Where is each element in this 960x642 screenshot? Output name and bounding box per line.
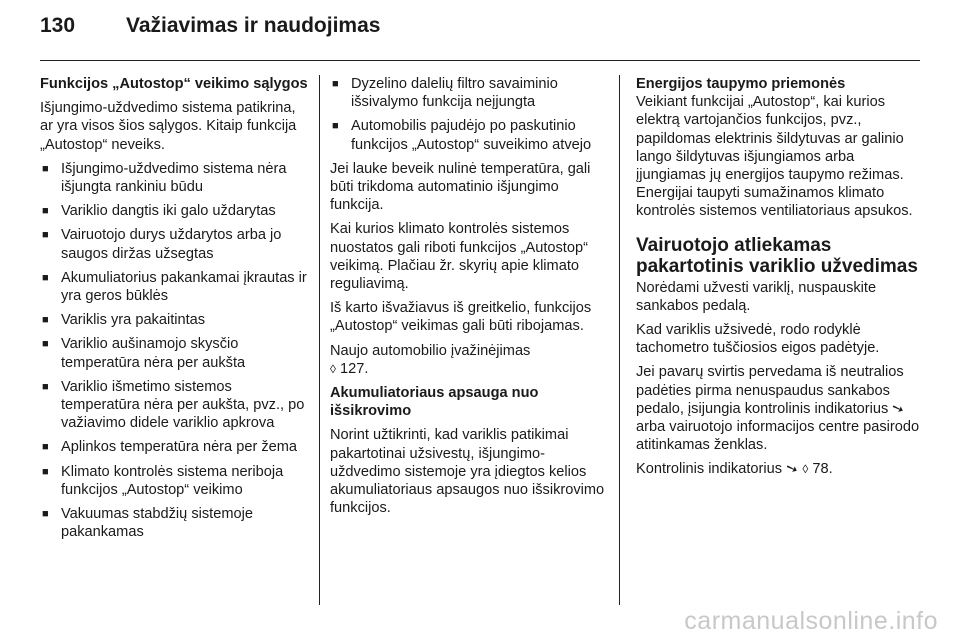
header-rule xyxy=(40,60,920,61)
paragraph-text: Jei pavarų svirtis pervedama iš neutralios padėties pirma nenuspaudus sankabos pedalo, įsijungia kontrolinis indikatorius xyxy=(636,364,904,417)
paragraph: Išjungimo-uždvedimo sistema patikrina, ar yra visos šios sąlygos. Kitaip funkcija „Autostop“ neveiks. xyxy=(40,100,297,153)
column-divider xyxy=(619,75,620,605)
page-ref-link[interactable]: 78. xyxy=(812,461,833,478)
clutch-indicator-icon: ➘ xyxy=(889,399,907,419)
condition-list xyxy=(330,75,605,154)
list-item: ■ Vakuumas stabdžių sistemoje pakankamas xyxy=(40,505,308,541)
list-item: ■ Variklio aušinamojo skysčio temperatūra nėra per aukšta xyxy=(40,335,308,371)
column-3 xyxy=(636,75,926,485)
reference-text: Kontrolinis indikatorius xyxy=(636,461,783,478)
list-item: ■ Dyzelino dalelių filtro savaiminio išsivalymo funkcija neįjungta xyxy=(330,75,605,111)
paragraph: Jei lauke beveik nulinė temperatūra, gali būti trikdoma automatinio išjungimo funkcija. xyxy=(330,160,591,214)
list-item: ■ Išjungimo-uždvedimo sistema nėra išjungta rankiniu būdu xyxy=(40,160,308,196)
list-item: ■ Aplinkos temperatūra nėra per žema xyxy=(40,438,308,456)
list-item: ■ Vairuotojo durys uždarytos arba jo saugos diržas užsegtas xyxy=(40,226,308,262)
column-1 xyxy=(40,75,308,547)
list-item: ■ Variklis yra pakaitintas xyxy=(40,311,308,329)
reference-text: Naujo automobilio įvažinėjimas xyxy=(330,342,531,359)
column-divider xyxy=(319,75,320,605)
page-title: Važiavimas ir naudojimas xyxy=(126,14,381,37)
clutch-indicator-icon: ➘ xyxy=(783,459,801,480)
page-header xyxy=(40,14,380,46)
section-title: Vairuotojo atliekamas pakartotinis variklio užvedimas xyxy=(636,234,918,277)
section-heading: Energijos taupymo priemonės xyxy=(636,76,846,92)
paragraph: Kai kurios klimato kontrolės sistemos nuostatos gali riboti funkcijos „Autostop“ veikimą. Plačiau žr. skyrių apie klimato reguliavimą. xyxy=(330,221,588,293)
paragraph: Iš karto išvažiavus iš greitkelio, funkcijos „Autostop“ veikimas gali būti ribojamas. xyxy=(330,300,592,335)
paragraph: Norėdami užvesti variklį, nuspauskite sankabos pedalą. xyxy=(636,279,877,314)
watermark: carmanualsonline.info xyxy=(684,607,938,635)
paragraph xyxy=(636,363,926,454)
list-item: ■ Klimato kontrolės sistema neriboja funkcijos „Autostop“ veikimo xyxy=(40,463,308,499)
cross-reference xyxy=(636,460,926,478)
paragraph-text: arba vairuotojo informacijos centre pasirodo atitinkamas ženklas. xyxy=(636,419,920,454)
section-heading: Funkcijos „Autostop“ veikimo sąlygos xyxy=(40,76,308,92)
cross-reference xyxy=(330,342,605,378)
page-ref-link[interactable]: 127. xyxy=(340,360,369,377)
paragraph: Norint užtikrinti, kad variklis patikimai pakartotinai užsivestų, išjungimo-uždvedimo sistemoje yra įdiegtos kelios akumuliatoriaus apsaugos nuo išsikrovimo funkcijos. xyxy=(330,427,605,517)
page-ref-icon: ◊ xyxy=(330,361,336,376)
list-item: ■ Variklio išmetimo sistemos temperatūra nėra per aukšta, pvz., po važiavimo didele variklio apkrova xyxy=(40,378,308,433)
paragraph: Kad variklis užsivedė, rodo rodyklė tachometro tuščiosios eigos padėtyje. xyxy=(636,322,880,357)
list-item: ■ Akumuliatorius pakankamai įkrautas ir yra geros būklės xyxy=(40,269,308,305)
list-item: ■ Automobilis pajudėjo po paskutinio funkcijos „Autostop“ suveikimo atvejo xyxy=(330,117,605,153)
column-2 xyxy=(330,75,605,523)
condition-list xyxy=(40,160,308,542)
section-heading: Akumuliatoriaus apsauga nuo išsikrovimo xyxy=(330,385,539,420)
list-item: ■ Variklio dangtis iki galo uždarytas xyxy=(40,202,308,220)
paragraph: Veikiant funkcijai „Autostop“, kai kurios elektrą vartojančios funkcijos, pvz., papildomas elektrinis šildytuvas ar galinio lango šildytuvas išjungiamos arba įjungiamas jų energijos taupymo režimas. Energijai taupyti sumažinamos klimato kontrolės sistemos ventiliatoriaus apsukos. xyxy=(636,94,913,220)
page-ref-icon: ◊ xyxy=(802,462,809,477)
page-number: 130 xyxy=(40,14,76,37)
